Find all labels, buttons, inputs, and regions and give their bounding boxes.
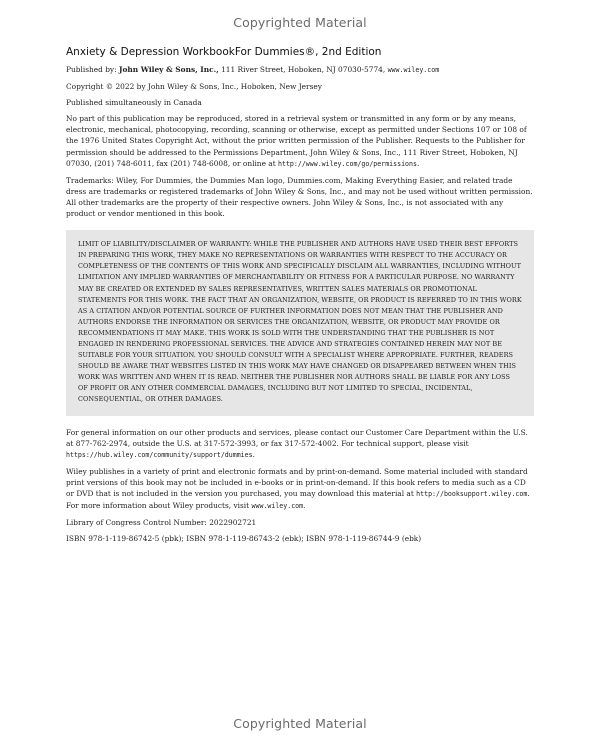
publisher-url[interactable]: www.wiley.com [387, 66, 440, 74]
publisher-address: 111 River Street, Hoboken, NJ 07030-5774, [218, 65, 388, 74]
lccn-line: Library of Congress Control Number: 2022902721 [66, 518, 257, 528]
general-info-text: For general information on our other products and services, please contact our Customer Care Department within the U.S. at 877-762-2974, outside the U.S. at 317-572-3993, or fax 317-572-4002. For technical support, please visit [66, 427, 528, 448]
permissions-paragraph [66, 113, 534, 169]
permissions-end: . [416, 158, 420, 168]
book-title: Anxiety & Depression WorkbookFor Dummies®, 2nd Edition [66, 46, 382, 58]
general-info-paragraph [66, 427, 534, 461]
permissions-url[interactable]: http://www.wiley.com/go/permissions [278, 159, 417, 168]
watermark-bottom: Copyrighted Material [233, 716, 367, 731]
wiley-url[interactable]: www.wiley.com [251, 502, 304, 511]
permissions-text: No part of this publication may be reproduced, stored in a retrieval system or transmitted in any form or by any means, electronic, mechanical, photocopying, recording, scanning or otherwise, except as permitted under Sections 107 or 108 of the 1976 United States Copyright Act, without the prior written permission of the Publisher. Requests to the Publisher for permission should be addressed to the Permissions Department, John Wiley & Sons, Inc., 111 River Street, Hoboken, NJ 07030, (201) 748-6011, fax (201) 748-6008, or online at [66, 114, 527, 168]
published-by [66, 64, 534, 76]
copyright-page [66, 46, 534, 549]
trademarks-paragraph: Trademarks: Wiley, For Dummies, the Dummies Man logo, Dummies.com, Making Everything Easier, and related trade dress are trademarks or registered trademarks of John Wiley & Sons, Inc., and may not be used without written permission. All other trademarks are the property of their respective owners. John Wiley & Sons, Inc., is not associated with any product or vendor mentioned in this book. [66, 175, 533, 219]
wiley-publishes-end: . [303, 501, 306, 511]
wiley-publishes-middle: . For more information about Wiley products, visit [66, 489, 530, 511]
disclaimer-box: LIMIT OF LIABILITY/DISCLAIMER OF WARRANTY: WHILE THE PUBLISHER AND AUTHORS HAVE USED THEIR BEST EFFORTS IN PREPARING THIS WORK, THEY MAKE NO REPRESENTATIONS OR WARRANTIES WITH RESPECT TO THE ACCURACY OR COMPLETENESS OF THE CONTENTS OF THIS WORK AND SPECIFICALLY DISCLAIM ALL WARRANTIES, INCLUDING WITHOUT LIMITATION ANY IMPLIED WARRANTIES OF MERCHANTABILITY OR FITNESS FOR A PARTICULAR PURPOSE. NO WARRANTY MAY BE CREATED OR EXTENDED BY SALES REPRESENTATIVES, WRITTEN SALES MATERIALS OR PROMOTIONAL STATEMENTS FOR THIS WORK. THE FACT THAT AN ORGANIZATION, WEBSITE, OR PRODUCT IS REFERRED TO IN THIS WORK AS A CITATION AND/OR POTENTIAL SOURCE OF FURTHER INFORMATION DOES NOT MEAN THAT THE PUBLISHER AND AUTHORS ENDORSE THE INFORMATION OR SERVICES THE ORGANIZATION, WEBSITE, OR PRODUCT MAY PROVIDE OR RECOMMENDATIONS IT MAY MAKE. THIS WORK IS SOLD WITH THE UNDERSTANDING THAT THE PUBLISHER IS NOT ENGAGED IN RENDERING PROFESSIONAL SERVICES. THE ADVICE AND STRATEGIES CONTAINED HEREIN MAY NOT BE SUITABLE FOR YOUR SITUATION. YOU SHOULD CONSULT WITH A SPECIALIST WHERE APPROPRIATE. FURTHER, READERS SHOULD BE AWARE THAT WEBSITES LISTED IN THIS WORK MAY HAVE CHANGED OR DISAPPEARED BETWEEN WHEN THIS WORK WAS WRITTEN AND WHEN IT IS READ. NEITHER THE PUBLISHER NOR AUTHORS SHALL BE LIABLE FOR ANY LOSS OF PROFIT OR ANY OTHER COMMERCIAL DAMAGES, INCLUDING BUT NOT LIMITED TO SPECIAL, INCIDENTAL, CONSEQUENTIAL, OR OTHER DAMAGES. [66, 230, 534, 415]
isbn-line: ISBN 978-1-119-86742-5 (pbk); ISBN 978-1-119-86743-2 (ebk); ISBN 978-1-119-86744-9 (ebk) [66, 534, 422, 544]
booksupport-url[interactable]: http://booksupport.wiley.com [416, 490, 528, 498]
support-url[interactable]: https://hub.wiley.com/community/support/dummies [66, 450, 253, 459]
publisher-name: John Wiley & Sons, Inc., [118, 65, 219, 74]
published-by-label: Published by: [66, 65, 119, 74]
general-info-end: . [252, 449, 255, 459]
watermark-top: Copyrighted Material [233, 15, 367, 30]
published-canada: Published simultaneously in Canada [66, 98, 202, 108]
copyright-line: Copyright © 2022 by John Wiley & Sons, Inc., Hoboken, New Jersey [66, 82, 322, 92]
wiley-publishes-paragraph [66, 466, 534, 512]
wiley-publishes-text: Wiley publishes in a variety of print and electronic formats and by print-on-demand. Some material included with standard print versions of this book may not be included in e-books or in print-on-demand. If this book refers to media such as a CD or DVD that is not included in the version you purchased, you may download this material at [66, 466, 528, 498]
